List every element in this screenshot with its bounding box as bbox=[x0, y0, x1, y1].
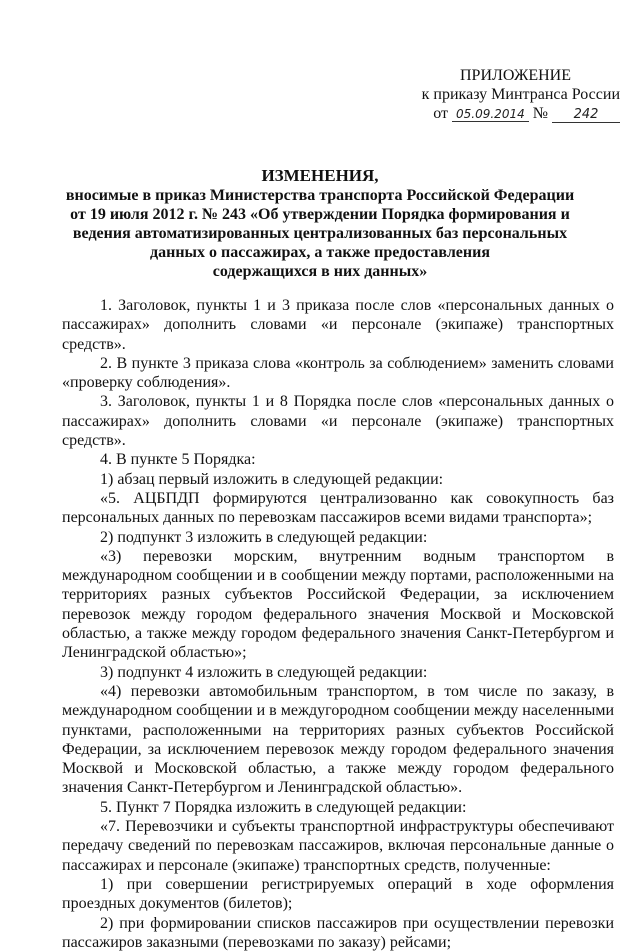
paragraph: 1) абзац первый изложить в следующей редакции: bbox=[62, 470, 614, 489]
paragraph: 2. В пункте 3 приказа слова «контроль за соблюдением» заменить словами «проверку соблюдения». bbox=[62, 354, 614, 393]
number-sign: № bbox=[533, 105, 548, 122]
paragraph: «5. АЦБПДП формируются централизованно как совокупность баз персональных данных по перевозкам пассажиров всеми видами транспорта»; bbox=[62, 489, 614, 528]
appendix-block bbox=[405, 66, 620, 123]
handwritten-number: 242 bbox=[552, 108, 620, 123]
appendix-title: ПРИЛОЖЕНИЕ bbox=[405, 66, 620, 85]
paragraph: 5. Пункт 7 Порядка изложить в следующей редакции: bbox=[62, 798, 614, 817]
paragraph: «7. Перевозчики и субъекты транспортной инфраструктуры обеспечивают передачу сведений по перевозкам пассажиров, включая персональные данные о пассажирах и персонале (экипаже) транспортных средств, полученные: bbox=[62, 817, 614, 875]
heading-line: от 19 июля 2012 г. № 243 «Об утверждении Порядка формирования и bbox=[60, 205, 580, 224]
heading-main: ИЗМЕНЕНИЯ, bbox=[60, 166, 580, 185]
document-body bbox=[62, 296, 614, 952]
heading-line: содержащихся в них данных» bbox=[60, 262, 580, 281]
paragraph: «3) перевозки морским, внутренним водным транспортом в международном сообщении и в сообщении между портами, расположенными на территориях разных субъектов Российской Федерации, за исключением перевозок между городом федерального значения Москвой и Московской областью, а также между городом федерального значения Санкт-Петербургом и Ленинградской областью»; bbox=[62, 547, 614, 663]
appendix-subtitle: к приказу Минтранса России bbox=[405, 85, 620, 104]
heading-line: ведения автоматизированных централизованных баз персональных bbox=[60, 224, 580, 243]
paragraph: 4. В пункте 5 Порядка: bbox=[62, 450, 614, 469]
date-prefix: от bbox=[433, 105, 448, 122]
heading-line: вносимые в приказ Министерства транспорта Российской Федерации bbox=[60, 186, 580, 205]
paragraph: 3) подпункт 4 изложить в следующей редакции: bbox=[62, 663, 614, 682]
paragraph: «4) перевозки автомобильным транспортом, в том числе по заказу, в международном сообщении и в междугородном сообщении между населенными пунктами, расположенными на территориях разных субъектов Российской Федерации, за исключением перевозок между городом федерального значения Москвой и Московской областью, а также между городом федерального значения Санкт-Петербургом и Ленинградской областью». bbox=[62, 682, 614, 798]
handwritten-date: 05.09.2014 bbox=[452, 107, 529, 122]
paragraph: 2) при формировании списков пассажиров при осуществлении перевозки пассажиров заказными (перевозками по заказу) рейсами; bbox=[62, 914, 614, 952]
paragraph: 1) при совершении регистрируемых операций в ходе оформления проездных документов (билетов); bbox=[62, 875, 614, 914]
paragraph: 3. Заголовок, пункты 1 и 8 Порядка после слов «персональных данных о пассажирах» дополнить словами «и персонале (экипаже) транспортных средств». bbox=[62, 392, 614, 450]
paragraph: 2) подпункт 3 изложить в следующей редакции: bbox=[62, 528, 614, 547]
appendix-reference bbox=[405, 104, 620, 123]
heading-line: данных о пассажирах, а также предоставления bbox=[60, 243, 580, 262]
paragraph: 1. Заголовок, пункты 1 и 3 приказа после слов «персональных данных о пассажирах» дополнить словами «и персонале (экипаже) транспортных средств». bbox=[62, 296, 614, 354]
document-heading bbox=[60, 166, 580, 281]
